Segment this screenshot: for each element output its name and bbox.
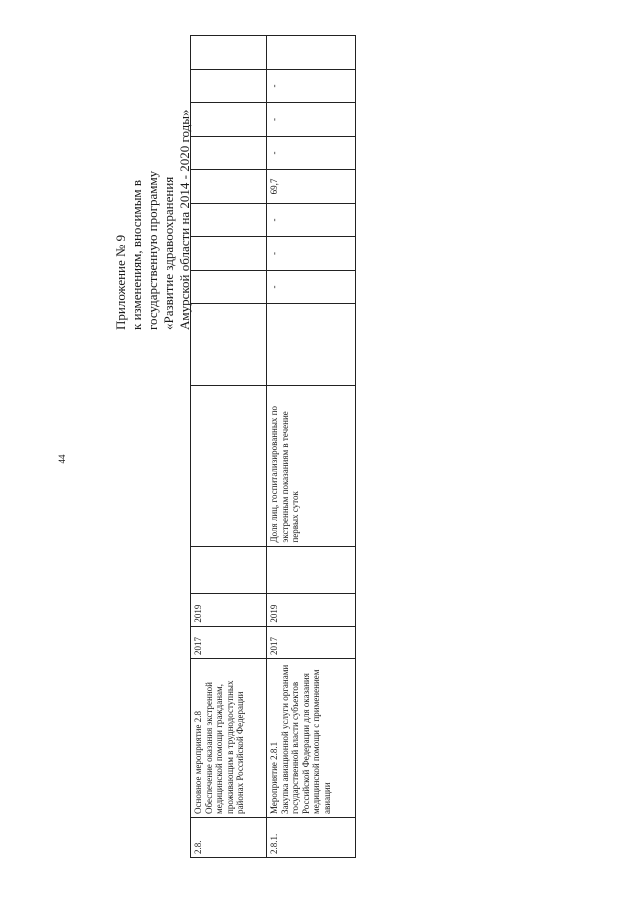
value-cell: - bbox=[267, 103, 356, 137]
program-table-container bbox=[190, 35, 355, 858]
value-cell bbox=[191, 36, 267, 70]
value-cell bbox=[191, 270, 267, 304]
value-cell: 69,7 bbox=[267, 170, 356, 204]
activity-name: Основное мероприятие 2.8 Обеспечение оказания экстренной медицинской помощи гражданам, проживающим в труднодоступных районах Российской Федерации bbox=[191, 659, 267, 818]
year-end: 2019 bbox=[267, 594, 356, 626]
caption-line: Приложение № 9 bbox=[113, 234, 128, 330]
value-cell: - bbox=[267, 136, 356, 170]
appendix-caption bbox=[113, 50, 197, 330]
caption-line: к изменениям, вносимым в bbox=[129, 179, 144, 330]
value-cell: - bbox=[267, 203, 356, 237]
row-number: 2.8.1. bbox=[267, 817, 356, 857]
indicator: Доля лиц, госпитализированных по экстренным показаниям в течение первых суток bbox=[267, 386, 356, 546]
table-row bbox=[267, 36, 356, 858]
table-row bbox=[191, 36, 267, 858]
empty-cell bbox=[267, 546, 356, 594]
indicator bbox=[191, 386, 267, 546]
value-cell bbox=[191, 203, 267, 237]
row-number: 2.8. bbox=[191, 817, 267, 857]
year-end: 2019 bbox=[191, 594, 267, 626]
caption-line: «Развитие здравоохранения bbox=[161, 176, 176, 330]
value-cell bbox=[191, 103, 267, 137]
year-start: 2017 bbox=[191, 626, 267, 658]
value-cell bbox=[191, 170, 267, 204]
empty-cell bbox=[191, 304, 267, 386]
empty-cell bbox=[191, 546, 267, 594]
value-cell: - bbox=[267, 69, 356, 103]
caption-line: государственную программу bbox=[145, 170, 160, 330]
year-start: 2017 bbox=[267, 626, 356, 658]
activity-name: Мероприятие 2.8.1 Закупка авиационной услуги органами государственной власти субъектов Российской Федерации для оказания медицинской помощи с применением авиации bbox=[267, 659, 356, 818]
program-table bbox=[190, 35, 356, 858]
value-cell bbox=[267, 36, 356, 70]
value-cell bbox=[191, 237, 267, 271]
value-cell: - bbox=[267, 237, 356, 271]
empty-cell bbox=[267, 304, 356, 386]
value-cell bbox=[191, 69, 267, 103]
value-cell bbox=[191, 136, 267, 170]
page-number: 44 bbox=[57, 454, 67, 464]
caption-line: Амурской области на 2014 - 2020 годы» bbox=[177, 109, 192, 330]
value-cell: - bbox=[267, 270, 356, 304]
